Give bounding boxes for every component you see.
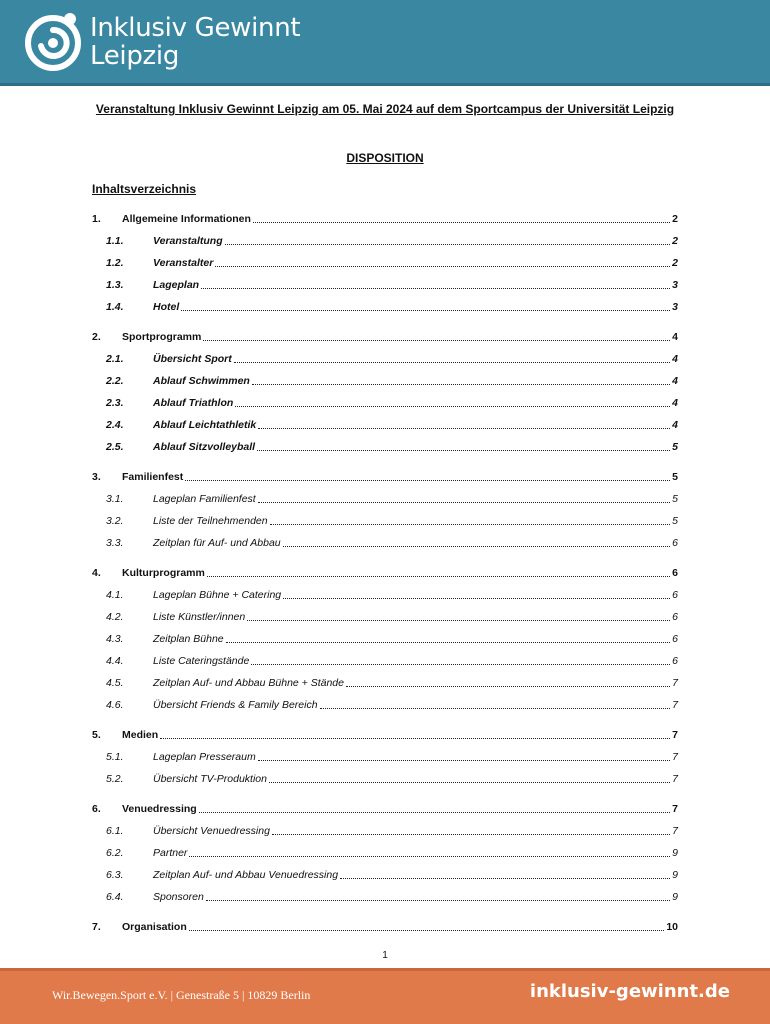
toc-entry-title: Lageplan Bühne + Catering	[153, 589, 282, 601]
toc-entry-number: 6.	[92, 803, 101, 815]
toc-entry[interactable]	[92, 352, 678, 366]
toc-entry-page: 6	[672, 611, 678, 623]
toc-entry-page: 6	[672, 567, 678, 579]
toc-entry-number: 2.4.	[106, 419, 124, 431]
toc-entry-title: Veranstalter	[153, 257, 214, 269]
toc-entry-page: 7	[672, 699, 678, 711]
toc-entry-page: 7	[672, 729, 678, 741]
toc-entry-page: 4	[672, 375, 678, 387]
toc-entry-title: Zeitplan Auf- und Abbau Venuedressing	[153, 869, 339, 881]
toc-entry[interactable]	[92, 772, 678, 786]
toc-entry[interactable]	[92, 750, 678, 764]
toc-dot-leader	[269, 781, 670, 783]
toc-entry-page: 4	[672, 397, 678, 409]
toc-entry-page: 7	[672, 677, 678, 689]
toc-entry[interactable]	[92, 374, 678, 388]
toc-heading: Inhaltsverzeichnis	[92, 182, 197, 196]
toc-entry-title: Lageplan Presseraum	[153, 751, 256, 763]
toc-entry-number: 2.2.	[106, 375, 124, 387]
header-divider	[0, 83, 770, 86]
toc-entry-number: 1.	[92, 213, 101, 225]
toc-dot-leader	[207, 575, 670, 577]
toc-entry-page: 6	[672, 589, 678, 601]
toc-entry-title: Kulturprogramm	[122, 567, 205, 579]
swirl-logo-icon	[22, 10, 84, 72]
logo-line-1: Inklusiv Gewinnt	[90, 13, 301, 43]
toc-dot-leader	[251, 663, 670, 665]
toc-entry[interactable]	[92, 890, 678, 904]
toc-dot-leader	[253, 221, 670, 223]
page-footer	[0, 968, 770, 1024]
toc-entry-number: 1.4.	[106, 301, 124, 313]
toc-entry-page: 5	[672, 493, 678, 505]
toc-entry-page: 9	[672, 891, 678, 903]
footer-divider	[0, 968, 770, 971]
toc-dot-leader	[189, 855, 670, 857]
toc-dot-leader	[203, 339, 670, 341]
toc-dot-leader	[206, 899, 670, 901]
toc-entry[interactable]	[92, 492, 678, 506]
toc-entry-number: 4.3.	[106, 633, 124, 645]
toc-entry[interactable]	[92, 418, 678, 432]
toc-entry-title: Liste Cateringstände	[153, 655, 250, 667]
toc-entry-number: 3.	[92, 471, 101, 483]
toc-dot-leader	[185, 479, 670, 481]
toc-entry-number: 3.2.	[106, 515, 124, 527]
toc-entry-title: Liste der Teilnehmenden	[153, 515, 268, 527]
toc-dot-leader	[283, 597, 670, 599]
toc-entry-page: 3	[672, 301, 678, 313]
page-header	[0, 0, 770, 86]
toc-entry-number: 6.2.	[106, 847, 124, 859]
toc-dot-leader	[340, 877, 670, 879]
toc-entry-number: 4.5.	[106, 677, 124, 689]
toc-entry[interactable]	[92, 396, 678, 410]
toc-entry-page: 7	[672, 803, 678, 815]
toc-entry[interactable]	[92, 698, 678, 712]
toc-entry[interactable]	[92, 868, 678, 882]
toc-entry-page: 4	[672, 331, 678, 343]
toc-entry-number: 4.1.	[106, 589, 124, 601]
toc-entry-number: 1.2.	[106, 257, 124, 269]
toc-dot-leader	[215, 265, 670, 267]
toc-entry[interactable]	[92, 300, 678, 314]
logo-text	[90, 14, 300, 70]
toc-entry-page: 3	[672, 279, 678, 291]
toc-entry[interactable]	[92, 588, 678, 602]
toc-entry[interactable]	[92, 514, 678, 528]
toc-entry-title: Hotel	[153, 301, 180, 313]
toc-entry[interactable]	[92, 234, 678, 248]
toc-entry[interactable]	[92, 278, 678, 292]
toc-entry[interactable]	[92, 256, 678, 270]
toc-entry-page: 5	[672, 515, 678, 527]
toc-entry-page: 4	[672, 419, 678, 431]
toc-entry-title: Organisation	[122, 921, 187, 933]
toc-entry-title: Liste Künstler/innen	[153, 611, 246, 623]
toc-entry-number: 6.3.	[106, 869, 124, 881]
toc-entry-page: 2	[672, 235, 678, 247]
toc-entry[interactable]	[92, 654, 678, 668]
toc-dot-leader	[252, 383, 670, 385]
toc-entry-title: Ablauf Sitzvolleyball	[153, 441, 256, 453]
toc-dot-leader	[247, 619, 670, 621]
toc-entry-title: Venuedressing	[122, 803, 197, 815]
toc-entry-number: 1.3.	[106, 279, 124, 291]
toc-dot-leader	[199, 811, 670, 813]
toc-dot-leader	[189, 929, 665, 931]
toc-entry-title: Ablauf Triathlon	[153, 397, 234, 409]
logo-line-2: Leipzig	[90, 41, 180, 71]
toc-entry-number: 5.	[92, 729, 101, 741]
toc-entry-title: Zeitplan für Auf- und Abbau	[153, 537, 281, 549]
toc-entry[interactable]	[92, 212, 678, 226]
toc-entry-title: Übersicht Venuedressing	[153, 825, 270, 837]
toc-dot-leader	[272, 833, 670, 835]
toc-entry-title: Übersicht TV-Produktion	[153, 773, 267, 785]
toc-entry-page: 7	[672, 751, 678, 763]
toc-entry-title: Lageplan	[153, 279, 200, 291]
toc-entry-number: 4.	[92, 567, 101, 579]
toc-entry-number: 5.1.	[106, 751, 124, 763]
toc-entry[interactable]	[92, 728, 678, 742]
toc-entry-page: 2	[672, 257, 678, 269]
toc-entry-number: 3.3.	[106, 537, 124, 549]
toc-entry[interactable]	[92, 920, 678, 934]
toc-entry-page: 6	[672, 537, 678, 549]
toc-entry[interactable]	[92, 846, 678, 860]
toc-entry-page: 2	[672, 213, 678, 225]
toc-entry-title: Zeitplan Bühne	[153, 633, 224, 645]
toc-entry-number: 1.1.	[106, 235, 124, 247]
toc-entry-page: 4	[672, 353, 678, 365]
toc-entry-page: 7	[672, 825, 678, 837]
toc-dot-leader	[225, 243, 671, 245]
toc-entry-page: 5	[672, 471, 678, 483]
toc-entry-page: 9	[672, 869, 678, 881]
toc-entry[interactable]	[92, 610, 678, 624]
toc-entry-page: 6	[672, 633, 678, 645]
toc-dot-leader	[258, 759, 670, 761]
toc-dot-leader	[160, 737, 670, 739]
toc-entry[interactable]	[92, 566, 678, 580]
toc-entry[interactable]	[92, 440, 678, 454]
toc-entry-title: Familienfest	[122, 471, 184, 483]
toc-entry[interactable]	[92, 676, 678, 690]
toc-entry-title: Allgemeine Informationen	[122, 213, 251, 225]
toc-entry-title: Veranstaltung	[153, 235, 223, 247]
toc-dot-leader	[283, 545, 671, 547]
toc-entry-title: Übersicht Sport	[153, 353, 232, 365]
toc-dot-leader	[258, 501, 670, 503]
toc-entry-number: 6.1.	[106, 825, 124, 837]
toc-dot-leader	[320, 707, 671, 709]
toc-entry-page: 7	[672, 773, 678, 785]
footer-website-link[interactable]: inklusiv-gewinnt.de	[529, 981, 730, 1002]
toc-entry-page: 9	[672, 847, 678, 859]
toc-entry-page: 6	[672, 655, 678, 667]
toc-dot-leader	[346, 685, 670, 687]
toc-dot-leader	[181, 309, 670, 311]
toc-dot-leader	[257, 449, 670, 451]
document-title: Veranstaltung Inklusiv Gewinnt Leipzig am 05. Mai 2024 auf dem Sportcampus der Universität Leipzig	[95, 102, 675, 116]
toc-entry-number: 7.	[92, 921, 101, 933]
toc-entry-page: 10	[666, 921, 678, 933]
toc-entry-title: Ablauf Leichtathletik	[153, 419, 257, 431]
toc-entry-title: Übersicht Friends & Family Bereich	[153, 699, 318, 711]
toc-dot-leader	[235, 405, 670, 407]
toc-entry-title: Partner	[153, 847, 188, 859]
toc-entry-number: 6.4.	[106, 891, 124, 903]
toc-entry-title: Ablauf Schwimmen	[153, 375, 250, 387]
toc-entry[interactable]	[92, 470, 678, 484]
toc-dot-leader	[258, 427, 670, 429]
toc-entry-number: 2.5.	[106, 441, 124, 453]
page-number: 1	[382, 950, 388, 961]
toc-entry-number: 5.2.	[106, 773, 124, 785]
toc-entry-number: 3.1.	[106, 493, 124, 505]
toc-dot-leader	[226, 641, 671, 643]
footer-address: Wir.Bewegen.Sport e.V. | Genestraße 5 | 10829 Berlin	[52, 988, 311, 1002]
toc-entry-number: 2.1.	[106, 353, 124, 365]
toc-entry-title: Sportprogramm	[122, 331, 202, 343]
toc-dot-leader	[234, 361, 670, 363]
toc-entry-number: 2.3.	[106, 397, 124, 409]
toc-entry[interactable]	[92, 802, 678, 816]
toc-dot-leader	[270, 523, 671, 525]
toc-entry-number: 2.	[92, 331, 101, 343]
toc-entry[interactable]	[92, 824, 678, 838]
toc-entry-number: 4.4.	[106, 655, 124, 667]
toc-entry-title: Medien	[122, 729, 159, 741]
toc-entry[interactable]	[92, 632, 678, 646]
toc-entry-title: Zeitplan Auf- und Abbau Bühne + Stände	[153, 677, 344, 689]
toc-entry-number: 4.2.	[106, 611, 124, 623]
toc-entry[interactable]	[92, 330, 678, 344]
toc-dot-leader	[201, 287, 670, 289]
toc-entry-number: 4.6.	[106, 699, 124, 711]
toc-entry-title: Lageplan Familienfest	[153, 493, 256, 505]
toc-entry[interactable]	[92, 536, 678, 550]
toc-entry-page: 5	[672, 441, 678, 453]
toc-entry-title: Sponsoren	[153, 891, 204, 903]
document-subtitle: DISPOSITION	[346, 151, 424, 165]
